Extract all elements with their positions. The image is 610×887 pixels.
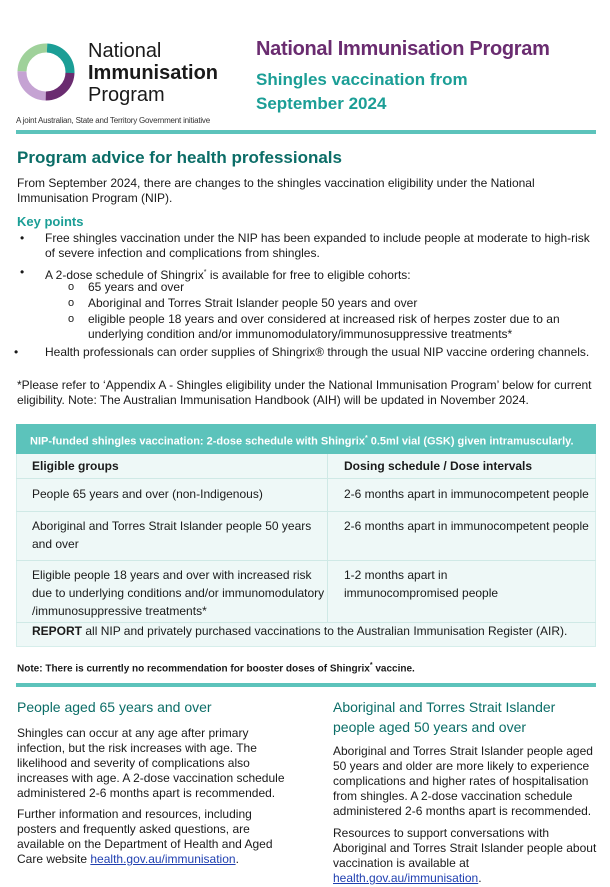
logo-tagline: A joint Australian, State and Territory Government initiative <box>16 116 210 125</box>
table-cell-group: People 65 years and over (non-Indigenous) <box>32 487 263 501</box>
right-column-paragraph-1: Aboriginal and Torres Strait Islander people aged 50 years and older are more likely to experience complications and higher rates of hospitalisation from shingles. A 2-dose vaccination schedule administered 2-6 months apart is recommended. <box>333 744 593 818</box>
table-col-header-groups: Eligible groups <box>32 459 119 473</box>
bullet-icon: • <box>20 231 25 245</box>
table-column-divider <box>327 454 328 622</box>
health-website-link[interactable]: health.gov.au/immunisation <box>90 852 236 866</box>
table-cell-schedule: 2-6 months apart in immunocompetent people <box>344 519 589 533</box>
page-subtitle: Shingles vaccination from September 2024 <box>256 70 468 113</box>
sub-bullet-icon: o <box>68 297 75 309</box>
bullet-icon: • <box>14 345 19 359</box>
left-column-paragraph-2: Further information and resources, including posters and frequently asked questions, are available on the Department of Health and Aged Care website health.gov.au/immunisation. <box>17 807 273 866</box>
divider <box>16 130 596 134</box>
table-cell-schedule: 1-2 months apart in immunocompromised people <box>344 568 499 600</box>
left-column-paragraph-1: Shingles can occur at any age after primary infection, but the risk increases with age. The likelihood and severity of complications also increases with age. A 2-dose vaccination schedule administered 2-6 months apart is recommended. <box>17 726 285 800</box>
intro-paragraph: From September 2024, there are changes to the shingles vaccination eligibility under the National Immunisation Program (NIP). <box>17 176 535 205</box>
table-row-divider <box>16 560 596 561</box>
key-point-2: A 2-dose schedule of Shingrix* is available for free to eligible cohorts: <box>45 268 411 282</box>
health-website-link[interactable]: health.gov.au/immunisation <box>333 871 479 885</box>
booster-footnote: Note: There is currently no recommendation for booster doses of Shingrix* vaccine. <box>17 662 415 675</box>
right-column-heading: Aboriginal and Torres Strait Islander people aged 50 years and over <box>333 699 556 735</box>
key-points-heading: Key points <box>17 214 84 229</box>
table-col-header-schedule: Dosing schedule / Dose intervals <box>344 459 533 473</box>
page-title: National Immunisation Program <box>256 38 550 60</box>
divider <box>16 683 596 687</box>
bullet-icon: • <box>20 265 25 279</box>
nip-logo-ring-icon <box>14 40 78 104</box>
table-cell-group: Eligible people 18 years and over with increased risk due to underlying conditions and/or immunomodulatory /immunosuppressive treatments* <box>32 568 325 618</box>
appendix-note: *Please refer to ‘Appendix A - Shingles eligibility under the National Immunisation Program’ below for current eligibility. Note: The Australian Immunisation Handbook (AIH) will be updated in November 2024. <box>17 378 592 407</box>
table-report-note: REPORT all NIP and privately purchased vaccinations to the Australian Immunisation Register (AIR). <box>32 624 568 638</box>
key-point-1: Free shingles vaccination under the NIP has been expanded to include people at moderate to high-risk of severe infection and complications from shingles. <box>45 231 590 260</box>
left-column-heading: People aged 65 years and over <box>17 699 212 715</box>
key-point-2-sub-2: Aboriginal and Torres Strait Islander people 50 years and over <box>88 296 418 310</box>
table-cell-group: Aboriginal and Torres Strait Islander people 50 years and over <box>32 519 312 551</box>
table-row-divider <box>16 622 596 623</box>
sub-bullet-icon: o <box>68 313 75 325</box>
key-point-2-sub-3: eligible people 18 years and over considered at increased risk of herpes zoster due to an underlying condition and/or immunomodulatory/immunosuppressive treatments* <box>88 312 560 341</box>
key-point-3: Health professionals can order supplies of Shingrix® through the usual NIP vaccine ordering channels. <box>45 345 590 359</box>
sub-bullet-icon: o <box>68 281 75 293</box>
key-point-2-sub-1: 65 years and over <box>88 280 185 294</box>
logo-wordmark: National Immunisation Program <box>88 40 219 106</box>
right-column-paragraph-2: Resources to support conversations with Aboriginal and Torres Strait Islander people about vaccination is available at health.gov.au/immunisation. <box>333 826 597 885</box>
table-row-divider <box>16 478 596 479</box>
table-cell-schedule: 2-6 months apart in immunocompetent people <box>344 487 589 501</box>
table-row-divider <box>16 511 596 512</box>
section-title: Program advice for health professionals <box>17 148 342 167</box>
table-header-band: NIP-funded shingles vaccination: 2-dose schedule with Shingrix* 0.5ml vial (GSK) given intramuscularly. <box>16 424 596 454</box>
